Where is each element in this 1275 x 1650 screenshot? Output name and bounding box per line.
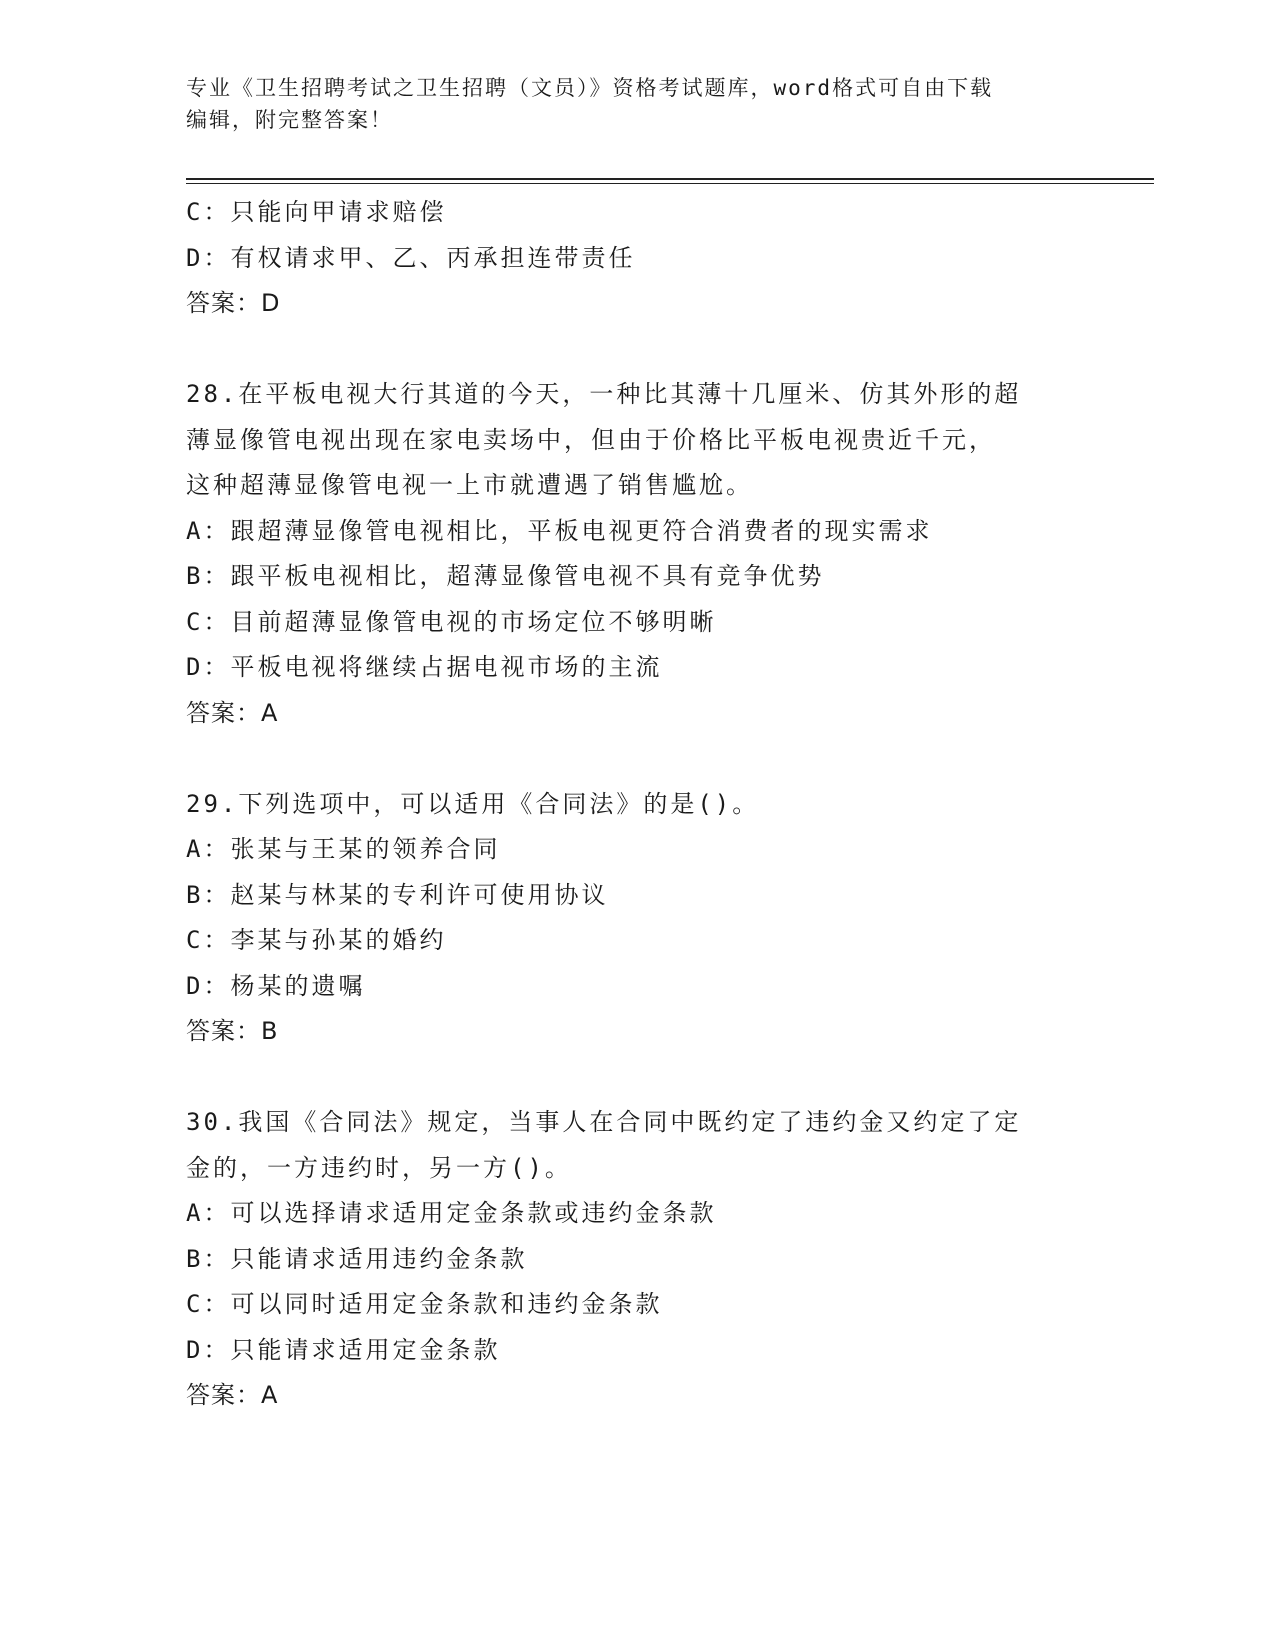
option-a: A：张某与王某的领养合同	[186, 835, 501, 863]
question-stem-line: 29.下列选项中，可以适用《合同法》的是()。	[186, 789, 760, 818]
option-b: B：跟平板电视相比，超薄显像管电视不具有竞争优势	[186, 562, 825, 590]
option-c: C：可以同时适用定金条款和违约金条款	[186, 1290, 663, 1318]
header-line-2: 编辑，附完整答案！	[186, 108, 393, 132]
option-a: A：可以选择请求适用定金条款或违约金条款	[186, 1199, 717, 1227]
spacer	[186, 1055, 1086, 1101]
header-line-1: 专业《卫生招聘考试之卫生招聘（文员）》资格考试题库，word格式可自由下载	[186, 76, 994, 100]
question-29	[186, 782, 1086, 1055]
answer-line: 答案：B	[186, 1017, 279, 1045]
option-c: C：只能向甲请求赔偿	[186, 198, 447, 226]
option-d: D：杨某的遗嘱	[186, 971, 366, 1000]
question-stem-line: 这种超薄显像管电视一上市就遭遇了销售尴尬。	[186, 471, 753, 499]
answer-line: 答案：A	[186, 1381, 279, 1409]
spacer	[186, 736, 1086, 782]
option-d: D：有权请求甲、乙、丙承担连带责任	[186, 243, 636, 272]
question-30	[186, 1100, 1086, 1419]
question-stem-line: 28.在平板电视大行其道的今天，一种比其薄十几厘米、仿其外形的超	[186, 380, 1022, 408]
option-b: B：赵某与林某的专利许可使用协议	[186, 880, 609, 909]
spacer	[186, 327, 1086, 373]
question-stem-line: 30.我国《合同法》规定，当事人在合同中既约定了违约金又约定了定	[186, 1108, 1022, 1136]
question-stem-line: 金的，一方违约时，另一方()。	[186, 1153, 572, 1182]
question-stem-line: 薄显像管电视出现在家电卖场中，但由于价格比平板电视贵近千元，	[186, 425, 996, 454]
question-list	[186, 190, 1086, 1419]
option-a: A：跟超薄显像管电视相比，平板电视更符合消费者的现实需求	[186, 516, 933, 545]
question-28	[186, 372, 1086, 736]
option-c: C：目前超薄显像管电视的市场定位不够明晰	[186, 607, 717, 636]
header-divider-thick	[186, 178, 1154, 180]
option-d: D：只能请求适用定金条款	[186, 1335, 501, 1364]
document-header	[186, 72, 1086, 136]
option-b: B：只能请求适用违约金条款	[186, 1244, 528, 1273]
question-27	[186, 190, 1086, 327]
header-divider-thin	[186, 183, 1154, 184]
option-c: C：李某与孙某的婚约	[186, 926, 447, 954]
option-d: D：平板电视将继续占据电视市场的主流	[186, 653, 663, 681]
answer-line: 答案：A	[186, 698, 279, 727]
answer-line: 答案：D	[186, 289, 281, 317]
